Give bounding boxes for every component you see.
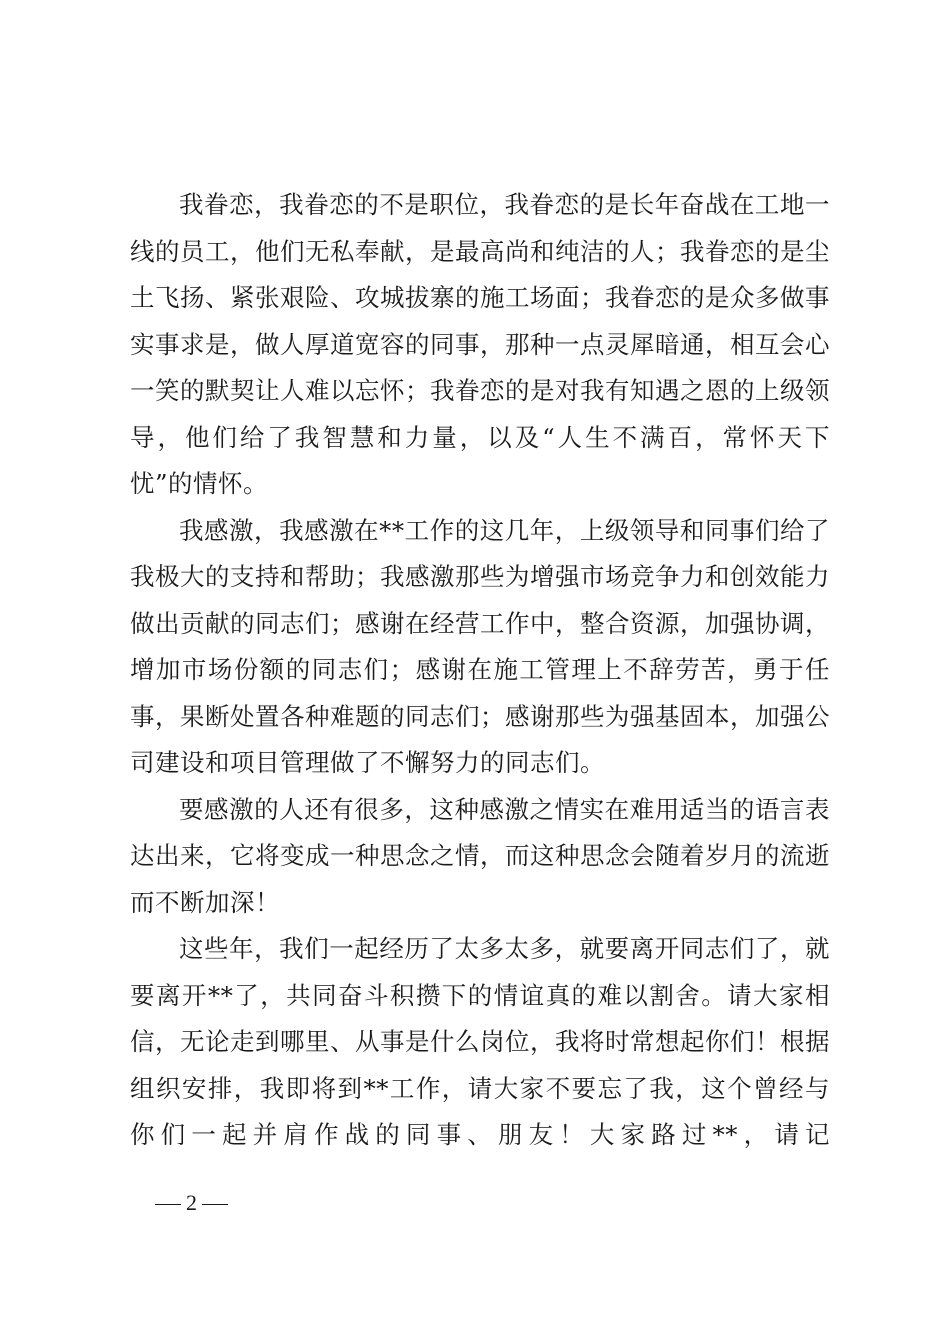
footer-dash-left — [155, 1204, 181, 1205]
page-number-footer — [150, 1188, 233, 1218]
paragraph-remembrance: 要感激的人还有很多，这种感激之情实在难用适当的语言表达出来，它将变成一种思念之情，而这种思念会随着岁月的流逝而不断加深！ — [130, 794, 830, 917]
paragraph-nostalgia: 我眷恋，我眷恋的不是职位，我眷恋的是长年奋战在工地一线的员工，他们无私奉献，是最高尚和纯洁的人；我眷恋的是尘土飞扬、紧张艰险、攻城拔寨的施工场面；我眷恋的是众多做事实事求是，做人厚道宽容的同事，那种一点灵犀暗通，相互会心一笑的默契让人难以忘怀；我眷恋的是对我有知遇之恩的上级领导，他们给了我智慧和力量，以及“人生不满百，常怀天下忧”的情怀。 — [130, 190, 830, 498]
page-number: 2 — [186, 1190, 197, 1215]
document-body — [130, 182, 830, 1159]
paragraph-farewell: 这些年，我们一起经历了太多太多，就要离开同志们了，就要离开**了，共同奋斗积攒下的情谊真的难以割舍。请大家相信，无论走到哪里、从事是什么岗位，我将时常想起你们！根据组织安排，我即将到**工作，请大家不要忘了我，这个曾经与你们一起并肩作战的同事、朋友！大家路过**，请记 — [130, 934, 830, 1149]
paragraph-gratitude: 我感激，我感激在**工作的这几年，上级领导和同事们给了我极大的支持和帮助；我感激那些为增强市场竞争力和创效能力做出贡献的同志们；感谢在经营工作中，整合资源，加强协调，增加市场份额的同志们；感谢在施工管理上不辞劳苦，勇于任事，果断处置各种难题的同志们；感谢那些为强基固本，加强公司建设和项目管理做了不懈努力的同志们。 — [130, 515, 830, 777]
footer-dash-right — [202, 1204, 228, 1205]
